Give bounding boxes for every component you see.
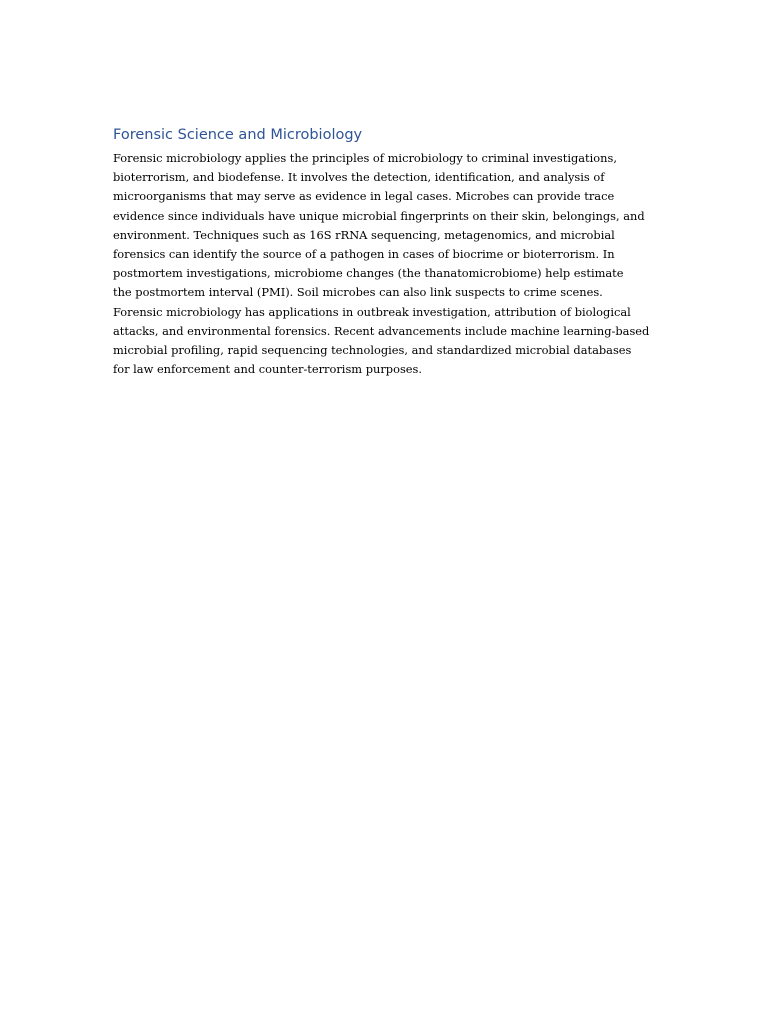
- document-paragraph: [113, 149, 661, 379]
- paragraph-line: the postmortem interval (PMI). Soil microbes can also link suspects to crime scenes.: [113, 285, 603, 300]
- paragraph-line: Forensic microbiology has applications in outbreak investigation, attribution of biological: [113, 304, 631, 319]
- document-content: [113, 125, 661, 379]
- paragraph-line: attacks, and environmental forensics. Recent advancements include machine learning-based: [113, 323, 650, 338]
- paragraph-line: postmortem investigations, microbiome changes (the thanatomicrobiome) help estimate: [113, 266, 624, 281]
- paragraph-line: Forensic microbiology applies the principles of microbiology to criminal investigations,: [113, 151, 617, 165]
- paragraph-line: bioterrorism, and biodefense. It involves the detection, identification, and analysis of: [113, 170, 605, 185]
- paragraph-line: forensics can identify the source of a pathogen in cases of biocrime or bioterrorism. In: [113, 247, 615, 262]
- paragraph-line: environment. Techniques such as 16S rRNA sequencing, metagenomics, and microbial: [113, 227, 615, 242]
- paragraph-line: microbial profiling, rapid sequencing technologies, and standardized microbial databases: [113, 343, 632, 358]
- paragraph-line: for law enforcement and counter-terrorism purposes.: [113, 362, 422, 377]
- document-heading: Forensic Science and Microbiology: [113, 127, 363, 143]
- paragraph-line: microorganisms that may serve as evidence in legal cases. Microbes can provide trace: [113, 189, 615, 204]
- paragraph-line: evidence since individuals have unique microbial fingerprints on their skin, belongings, and: [113, 208, 645, 223]
